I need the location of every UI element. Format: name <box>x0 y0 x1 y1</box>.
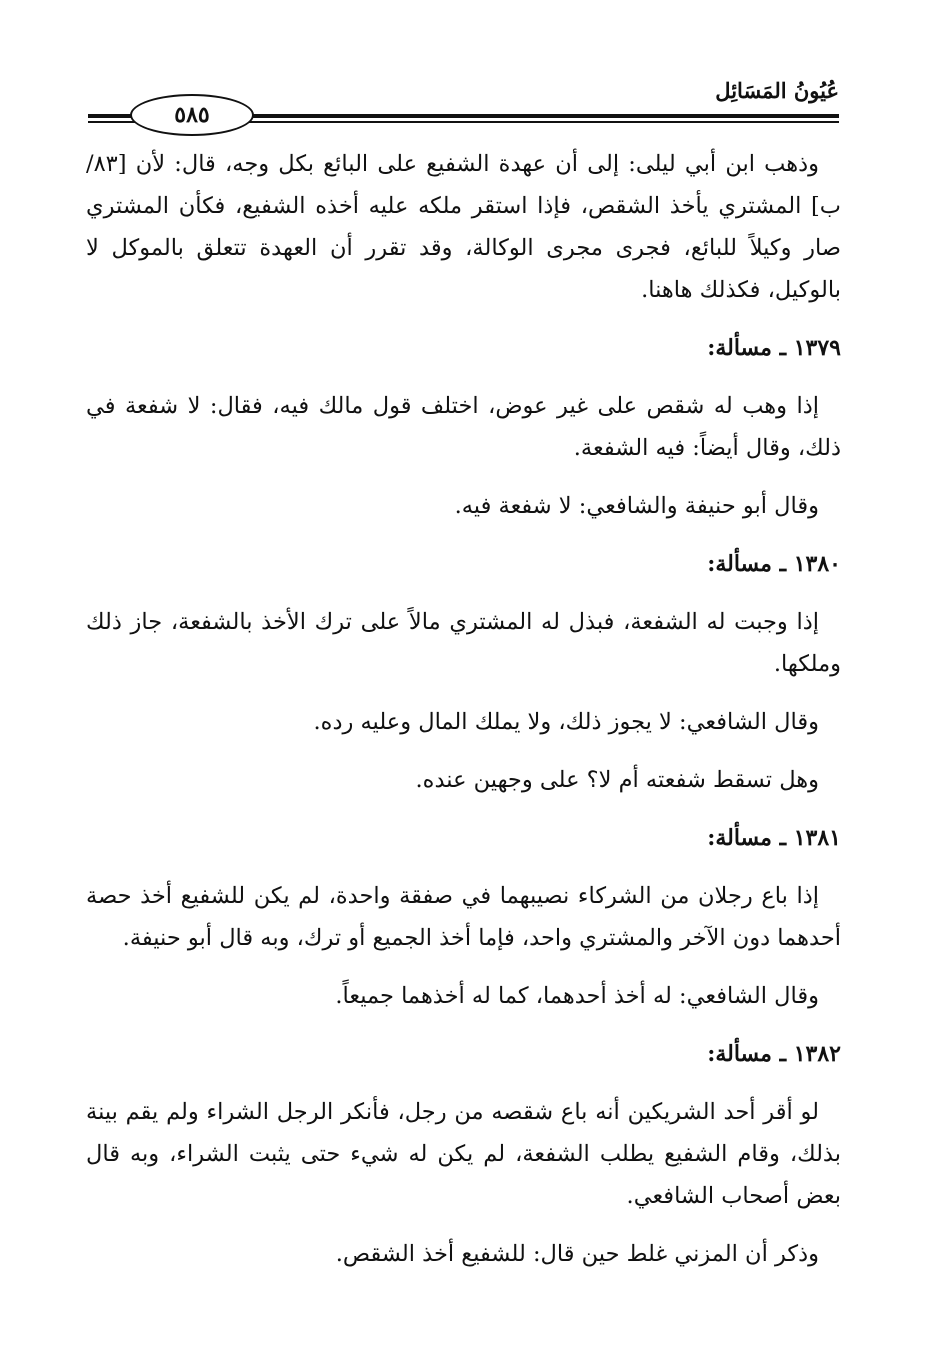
issue-heading: ١٣٧٩ ـ مسألة: <box>707 335 841 361</box>
paragraph: وقال أبو حنيفة والشافعي: لا شفعة فيه. <box>454 493 819 519</box>
issue-heading: ١٣٨٠ ـ مسألة: <box>707 551 841 577</box>
running-title: عُيُونُ المَسَائِل <box>715 78 839 103</box>
paragraph: إذا باع رجلان من الشركاء نصيبهما في صفقة واحدة، لم يكن للشفيع أخذ حصة أحدهما دون الآخر والمشتري واحد، فإما أخذ الجميع أو ترك، وبه قال أبو حنيفة. <box>86 883 841 951</box>
paragraph: وقال الشافعي: لا يجوز ذلك، ولا يملك المال وعليه رده. <box>313 709 819 735</box>
paragraph: إذا وجبت له الشفعة، فبذل له المشتري مالاً على ترك الأخذ بالشفعة، جاز ذلك وملكها. <box>86 609 841 677</box>
paragraph: وذهب ابن أبي ليلى: إلى أن عهدة الشفيع على البائع بكل وجه، قال: لأن [٨٣/ب] المشتري يأخذ الشقص، فإذا استقر ملكه عليه أخذه الشفيع، فكأن المشتري صار وكيلاً للبائع، فجرى مجرى الوكالة، وقد تقرر أن العهدة تتعلق بالموكل لا بالوكيل، فكذلك هاهنا. <box>86 151 841 303</box>
paragraph: وهل تسقط شفعته أم لا؟ على وجهين عنده. <box>415 767 819 793</box>
paragraph: وذكر أن المزني غلط حين قال: للشفيع أخذ الشقص. <box>335 1241 819 1267</box>
issue-heading: ١٣٨٢ ـ مسألة: <box>707 1041 841 1067</box>
paragraph: لو أقر أحد الشريكين أنه باع شقصه من رجل، فأنكر الرجل الشراء ولم يقم بينة بذلك، وقام الشفيع يطلب الشفعة، لم يكن له شيء حتى يثبت الشراء، وبه قال بعض أصحاب الشافعي. <box>86 1099 841 1209</box>
page-number: ٥٨٥ <box>174 102 210 128</box>
page-header <box>88 72 839 132</box>
issue-heading: ١٣٨١ ـ مسألة: <box>707 825 841 851</box>
paragraph: إذا وهب له شقص على غير عوض، اختلف قول مالك فيه، فقال: لا شفعة في ذلك، وقال أيضاً: فيه الشفعة. <box>86 393 841 461</box>
paragraph: وقال الشافعي: له أخذ أحدهما، كما له أخذهما جميعاً. <box>335 983 819 1009</box>
page-body <box>86 143 841 1275</box>
page-number-oval <box>130 94 254 136</box>
